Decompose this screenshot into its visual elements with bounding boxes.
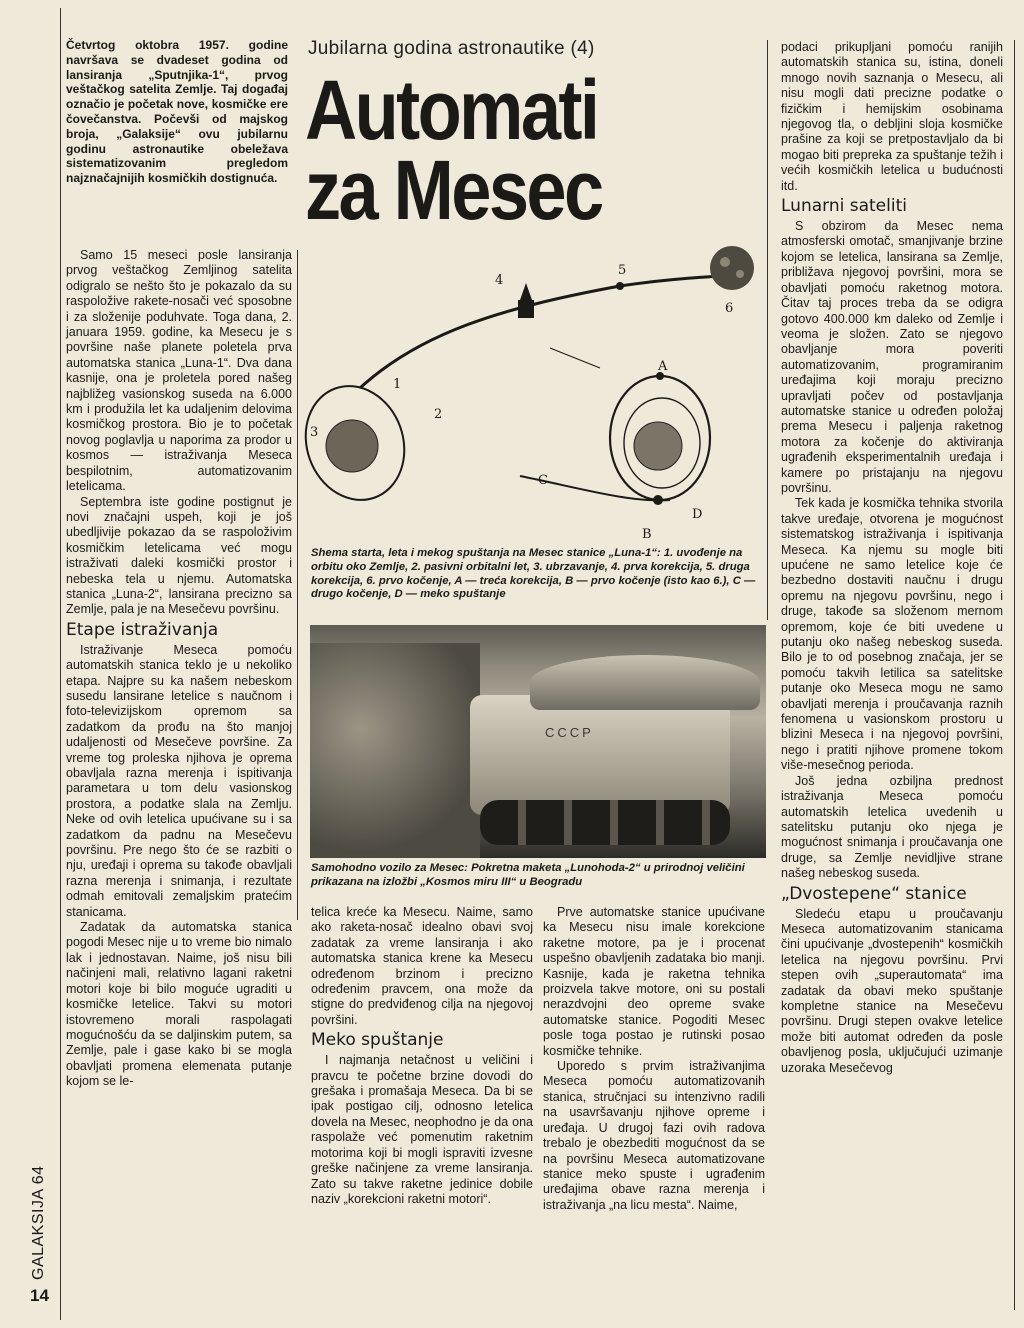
paragraph: I najmanja netačnost u veličini i pravcu te početne brzine dovodi do grešaka i promašaja Meseca. Da bi se ipak postigao cilj, odnosno letelica dovela na Mesec, neophodno je da ona raspolaže već pomenutim raketnim motorima koji bi mogli ispraviti izvesne greške načinjene za vreme lansiranja. Zato su takve raketne jedinice dobile naziv „korekcioni raketni motori“.	[311, 1053, 533, 1206]
paragraph: Istraživanje Meseca pomoću automatskih stanica teklo je u nekoliko etapa. Najpre su ka našem nebeskom susedu lansirane letelice s naučnom i foto-televizijskom opremom sa zadatkom da prođu na što manjoj udaljenosti od Mesečeve površine. Za vreme tog proleska njihova je oprema obavljala razna merenja i ispitivanja parametara u tom delu vasionskog prostora, a podatke slala na Zemlju. Neke od ovih letelica upućivane su i sa zadatkom da padnu na Mesečevu površinu. Pre nego što će se razbiti o nju, uređaji i oprema su takođe obavljali razna merenja i snimanja, i rezultate odmah emitovali zemaljskim pratećim stanicama.	[66, 642, 292, 919]
column-2	[311, 905, 533, 1207]
photo-rock-wall	[310, 643, 480, 858]
section-heading: Lunarni sateliti	[781, 196, 907, 217]
paragraph: Samo 15 meseci posle lansiranja prvog veštačkog Zemljinog satelita odigralo se nešto što je pokazalo da su raspoložive rakete-nosači već sposobne i za složenije poduhvate. Toga dana, 2. januara 1959. godine, ka Mesecu je s površine naše planete poletela prva automatska stanica „Luna-1“. Dva dana kasnije, ona je proletela pored našeg najbližeg vasionskog suseda na 6.000 km i produžila let ka udaljenim delovima kosmičkog prostora. Bio je to početak novog poglavlja u naporima za prodor u kosmos — istraživanja Meseca bespilotnim, automatizovanim letelicama.	[66, 248, 292, 494]
photo-rover-body	[470, 695, 730, 815]
photo-caption: Samohodno vozilo za Mesec: Pokretna maketa „Lunohoda-2“ u prirodnoj veličini prikazana na izložbi „Kosmos miru III“ u Beogradu	[311, 862, 745, 888]
magazine-side-label	[24, 1140, 54, 1280]
series-kicker: Jubilarna godina astronautike (4)	[308, 38, 595, 59]
page-number: 14	[30, 1286, 49, 1305]
diagram-label: B	[642, 527, 652, 542]
paragraph: Tek kada je kosmička tehnika stvorila takve uređaje, otvorena je mogućnost sistematskog istraživanja i ispitivanja Meseca. Ka njemu su mogle biti upućene ne samo letelice koje će bezbedno dostaviti naučnu i drugu opremu na njegovu površinu, nego i druge, takođe sa složenom mernom opremom, koje će biti uvedene u putanju oko našeg nebeskog suseda. Bilo je to od posebnog značaja, jer se pomoću takvih letilica sa satelitske putanje oko Meseca mogu ne samo obavljati merenja i proučavanja raznih fenomena u vasionskom prostoru u blizini Meseca i na njegovoj površini, nego i pratiti njihove promene tokom više-mesečnog perioda.	[781, 496, 1003, 773]
title-line-1: Automati	[305, 63, 598, 157]
paragraph: Prve automatske stanice upućivane ka Mesecu nisu imale korekcione raketne motore, pa je i procenat uspešno obavljenih zadataka bio manji. Kasnije, kada je raketna tehnika proizvela takve motore, oni su postali nerazdvojni deo opreme svake automatske stanice. Pogoditi Mesec posle toga postao je rutinski posao kosmičke tehnike.	[543, 905, 765, 1058]
diagram-label: A	[658, 359, 668, 374]
paragraph: Sledeću etapu u proučavanju Meseca automatizovanim stanicama čini upućivanje „dvostepenih“ kosmičkih letelica na njegovu površinu. Prvi stepen ovih „superautomata“ ima zadatak da obavi meko spuštanje kompletne stanice na Mesečevu površinu. Drugi stepen ovakve letelice može biti automat određen da posle obavljenog posla, uključujući uzimanje uzoraka Mesečevog	[781, 906, 1003, 1075]
paragraph: telica kreće ka Mesecu. Naime, samo ako raketa-nosač idealno obavi svoj zadatak za vreme lansiranja i ako automatska stanica krene ka Mesecu određenom brzinom i precizno određenim pravcem, ona može da stigne do predviđenog cilja na njegovoj površini.	[311, 905, 533, 1027]
paragraph: S obzirom da Mesec nema atmosferski omotač, smanjivanje brzine kojom se letelica, lansirana sa Zemlje, približava njegovoj površini, mora se obavljati pomoću raketnog motora. Čitav taj proces treba da se odigra gotovo 400.000 km daleko od Zemlje i veoma je složen. Zato se njegovo obavljanje mora poveriti automatizovanim, programiranim uređajima koji moraju precizno upravljati počev od postavljanja automatske stanice u određen položaj prema Mesecu i paljenja raketnog motora za kočenje do aktiviranja ugrađenih eksperimentalnih uređaja i kamere po pristajanju na njegovu površinu.	[781, 219, 1003, 495]
diagram-label: C	[538, 473, 548, 488]
trajectory-diagram	[300, 238, 765, 548]
diagram-label: 2	[434, 407, 443, 422]
column-rule	[297, 250, 298, 920]
section-heading: „Dvostepene“ stanice	[781, 883, 967, 904]
photo-rover-label: CCCP	[545, 725, 594, 740]
diagram-label: D	[692, 507, 703, 522]
column-rule	[767, 40, 768, 620]
column-1	[66, 248, 292, 1090]
diagram-label: 6	[725, 301, 734, 316]
diagram-label: 1	[393, 377, 402, 392]
diagram-caption: Shema starta, leta i mekog spuštanja na Mesec stanice „Luna-1“: 1. uvođenje na orbitu oko Zemlje, 2. pasivni orbitalni let, 3. ubrzavanje, 4. prva korekcija, 5. druga korekcija, 6. prvo kočenje, A — treća korekcija, B — prvo kočenje (isto kao 6.), C — drugo kočenje, D — meko spuštanje	[311, 547, 756, 601]
column-rule	[1014, 40, 1015, 1310]
paragraph: Još jedna ozbiljna prednost istraživanja Meseca pomoću automatskih letelica uvedenih u satelitsku putanju oko njega je mogućnost snimanja i proučavanja one druge, sa Zemlje nevidljive strane našeg nebeskog suseda.	[781, 773, 1003, 881]
photo-rover-lid	[530, 655, 760, 710]
photo-wheels	[480, 800, 730, 845]
column-3	[543, 905, 765, 1213]
diagram-label: 3	[310, 425, 319, 440]
column-4	[781, 40, 1003, 1076]
title-line-2: za Mesec	[305, 143, 602, 237]
section-heading: Meko spuštanje	[311, 1030, 444, 1051]
lead-paragraph: Četvrtog oktobra 1957. godine navršava se dvadeset godina od lansiranja „Sputnjika-1“, prvog veštačkog satelita Zemlje. Taj događaj označio je početak nove, kosmičke ere čovečanstva. Počevši od majskog broja, „Galaksije“ ovu jubilarnu godinu astronautike obeležava sistematizovanim pregledom najznačajnijih kosmičkih dostignuća.	[66, 38, 288, 186]
lunokhod-photo	[310, 625, 766, 858]
section-heading: Etape istraživanja	[66, 619, 219, 640]
article-title	[305, 63, 632, 237]
paragraph: Zadatak da automatska stanica pogodi Mesec nije u to vreme bio nimalo lak i jednostavan. Naime, još nisu bili načinjeni mali, relativno lagani raketni motori koje bi bilo moguće ugraditi u kosmičke letelice. Takvi su motori istovremeno morali raspolagati mogućnošću da se daljinskim putem, sa Zemlje, pale i gase kako bi se mogla obavljati promena elemenata putanje kojom se le-	[66, 920, 292, 1089]
magazine-name: GALAKSIJA 64	[30, 1165, 47, 1280]
diagram-label: 4	[495, 273, 504, 288]
paragraph: Uporedo s prvim istraživanjima Meseca pomoću automatizovanih stanica, stručnjaci su intenzivno radili na usavršavanju njihove opreme i uređaja. U drugoj fazi ovih radova trebalo je obezbediti mogućnost da se na površinu Meseca automatizovane stanice meko spuste i ugrađenim uređajima obave razna merenja i istraživanja „na licu mesta“. Naime,	[543, 1059, 765, 1212]
paragraph: podaci prikupljani pomoću ranijih automatskih stanica su, istina, doneli mnogo novih saznanja o Mesecu, ali nisu mogli dati precizne podatke o fizičkim i hemijskim osobinama njegovog tla, o debljini sloja kosmičke prašine za koji se pretpostavljalo da bi mogao biti prepreka za spuštanje težih i većih kosmičkih letelica u budućnosti itd.	[781, 40, 1003, 193]
paragraph: Septembra iste godine postignut je novi značajni uspeh, koji je još ubedljivije pokazao da se raspoloživim kosmičkim letelicama već mogu istraživati daleki kosmički prostor i nebeska tela u njemu. Automatska stanica „Luna-2“, lansirana precizno sa Zemlje, pala je na Mesečevu površinu.	[66, 494, 292, 617]
diagram-label: 5	[618, 263, 627, 278]
column-rule	[60, 8, 61, 1320]
